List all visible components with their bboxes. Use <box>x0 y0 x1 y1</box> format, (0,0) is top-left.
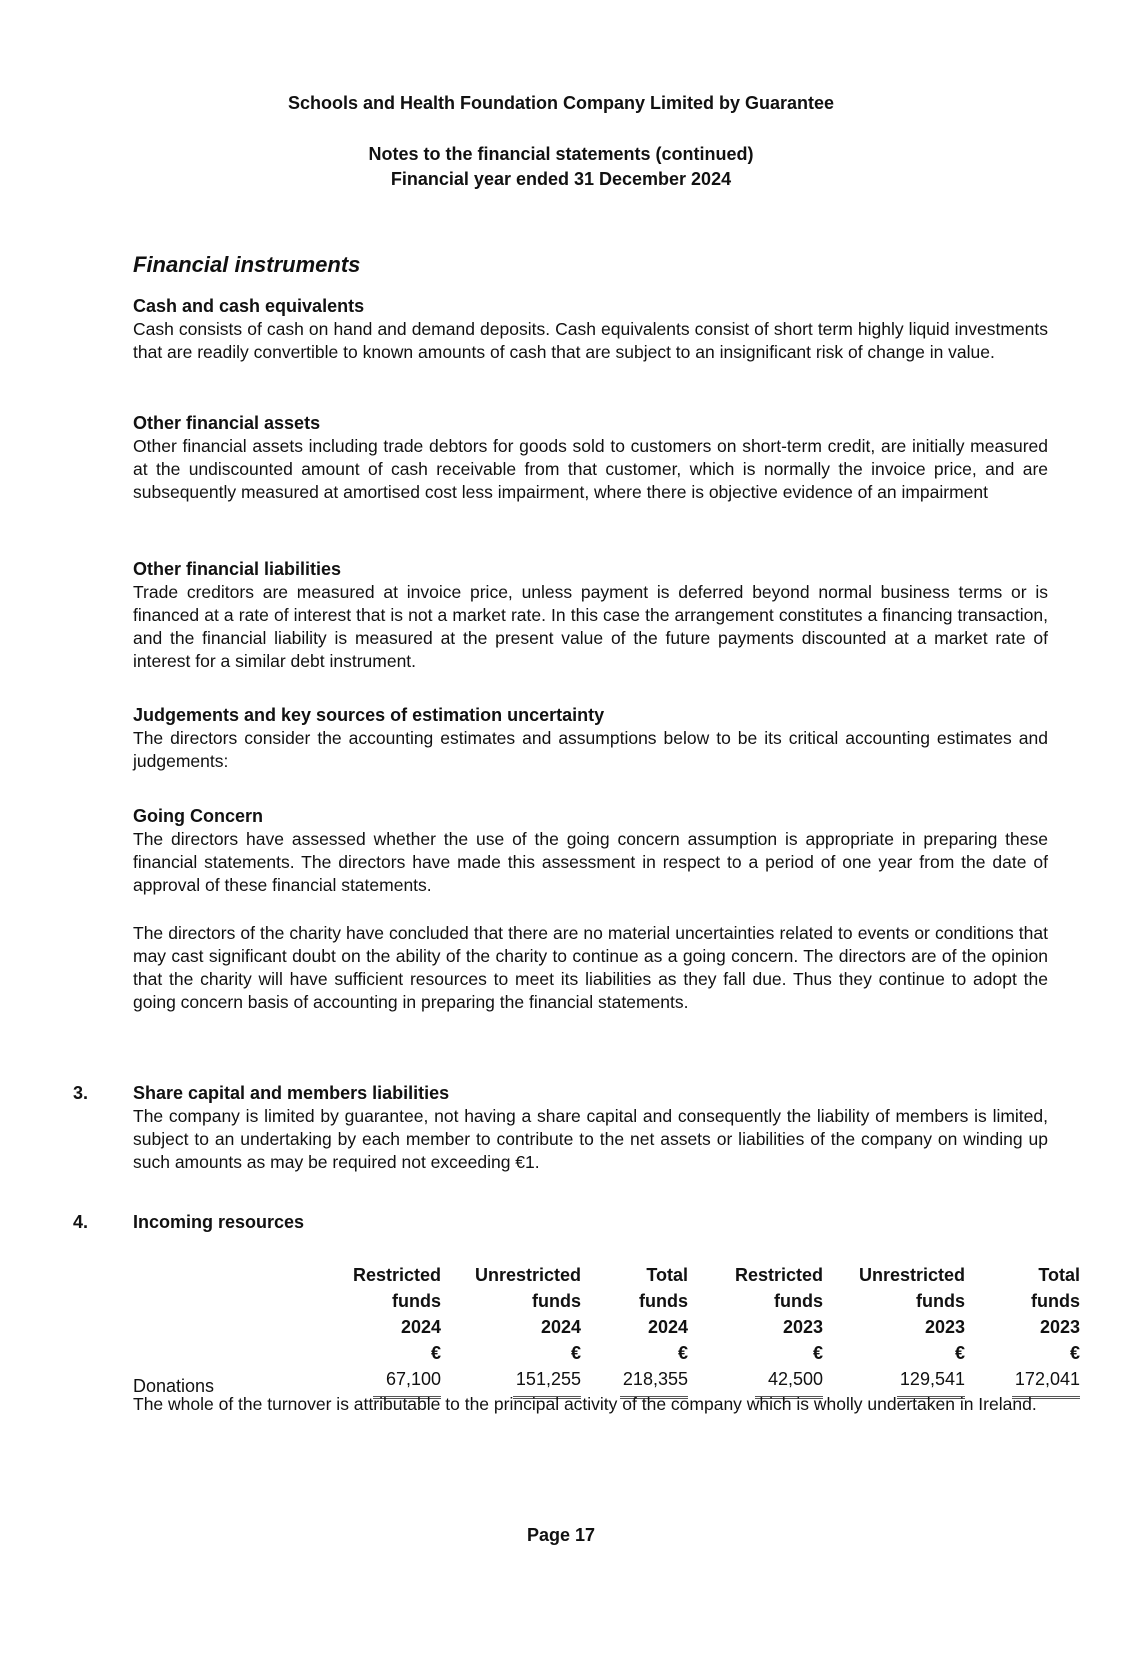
row-label: Donations <box>133 1376 215 1396</box>
other-assets-heading: Other financial assets <box>133 413 321 433</box>
judgements-heading: Judgements and key sources of estimation uncertainty <box>133 705 605 725</box>
note-3-heading: Share capital and members liabilities <box>133 1083 450 1103</box>
other-liabilities-heading: Other financial liabilities <box>133 559 342 579</box>
column-header: Unrestricted funds 2023 € <box>858 1265 965 1363</box>
cell-value: 129,541 <box>897 1366 965 1399</box>
column-header: Total funds 2023 € <box>1031 1265 1080 1363</box>
other-liabilities-section <box>133 558 1048 673</box>
note-3-text: The company is limited by guarantee, not having a share capital and consequently the liability of members is limited, subject to an undertaking by each member to contribute to the net assets or liabilities of the company on winding up such amounts as may be required not exceeding €1. <box>133 1106 1048 1172</box>
note-3-section <box>133 1082 1048 1174</box>
column-header: Unrestricted funds 2024 € <box>474 1265 581 1363</box>
going-concern-text-2: The directors of the charity have concluded that there are no material uncertainties related to events or conditions that may cast significant doubt on the ability of the charity to continue as a going concern. The directors are of the opinion that the charity will have sufficient resources to meet its liabilities as they fall due. Thus they continue to adopt the going concern basis of accounting in preparing the financial statements. <box>133 923 1048 1012</box>
cash-text: Cash consists of cash on hand and demand deposits. Cash equivalents consist of short term highly liquid investments that are readily convertible to known amounts of cash that are subject to an insignificant risk of change in value. <box>133 319 1048 362</box>
cell-value: 151,255 <box>513 1366 581 1399</box>
note-4-heading: Incoming resources <box>133 1212 305 1232</box>
turnover-note: The whole of the turnover is attributable to the principal activity of the company which is wholly undertaken in Ireland. <box>133 1394 1037 1414</box>
column-header: Restricted funds 2023 € <box>734 1265 823 1363</box>
page-number: Page 17 <box>526 1525 596 1545</box>
table-header-row <box>133 1262 1080 1366</box>
note-4-section <box>133 1211 1048 1234</box>
judgements-text: The directors consider the accounting estimates and assumptions below to be its critical accounting estimates and judgements: <box>133 728 1048 771</box>
column-header: Total funds 2024 € <box>639 1265 688 1363</box>
going-concern-heading: Going Concern <box>133 806 263 826</box>
company-name: Schools and Health Foundation Company Limited by Guarantee <box>287 93 835 113</box>
note-3-number: 3. <box>73 1083 89 1103</box>
cell-value: 218,355 <box>620 1366 688 1399</box>
cell-value: 172,041 <box>1012 1366 1080 1399</box>
incoming-resources-table <box>133 1262 1080 1399</box>
cash-heading: Cash and cash equivalents <box>133 296 365 316</box>
judgements-section <box>133 704 1048 773</box>
cash-section <box>133 295 1048 364</box>
other-liabilities-text: Trade creditors are measured at invoice price, unless payment is deferred beyond normal business terms or is financed at a rate of interest that is not a market rate. In this case the arrangement constitutes a financing transaction, and the financial liability is measured at the present value of the future payments discounted at a market rate of interest for a similar debt instrument. <box>133 582 1048 671</box>
period-title: Financial year ended 31 December 2024 <box>390 169 732 189</box>
section-title: Financial instruments <box>133 252 361 277</box>
column-header: Restricted funds 2024 € <box>352 1265 441 1363</box>
other-assets-text: Other financial assets including trade debtors for goods sold to customers on short-term credit, are initially measured at the undiscounted amount of cash receivable from that customer, which is normally the invoice price, and are subsequently measured at amortised cost less impairment, where there is objective evidence of an impairment <box>133 436 1048 502</box>
cell-value: 67,100 <box>373 1366 441 1399</box>
going-concern-text-1: The directors have assessed whether the use of the going concern assumption is appropriate in preparing these financial statements. The directors have made this assessment in respect to a period of one year from the date of approval of these financial statements. <box>133 829 1048 895</box>
note-4-number: 4. <box>73 1212 89 1232</box>
cell-value: 42,500 <box>755 1366 823 1399</box>
going-concern-section-2 <box>133 922 1048 1014</box>
notes-title: Notes to the financial statements (continued) <box>368 144 754 164</box>
going-concern-section <box>133 805 1048 897</box>
other-assets-section <box>133 412 1048 504</box>
